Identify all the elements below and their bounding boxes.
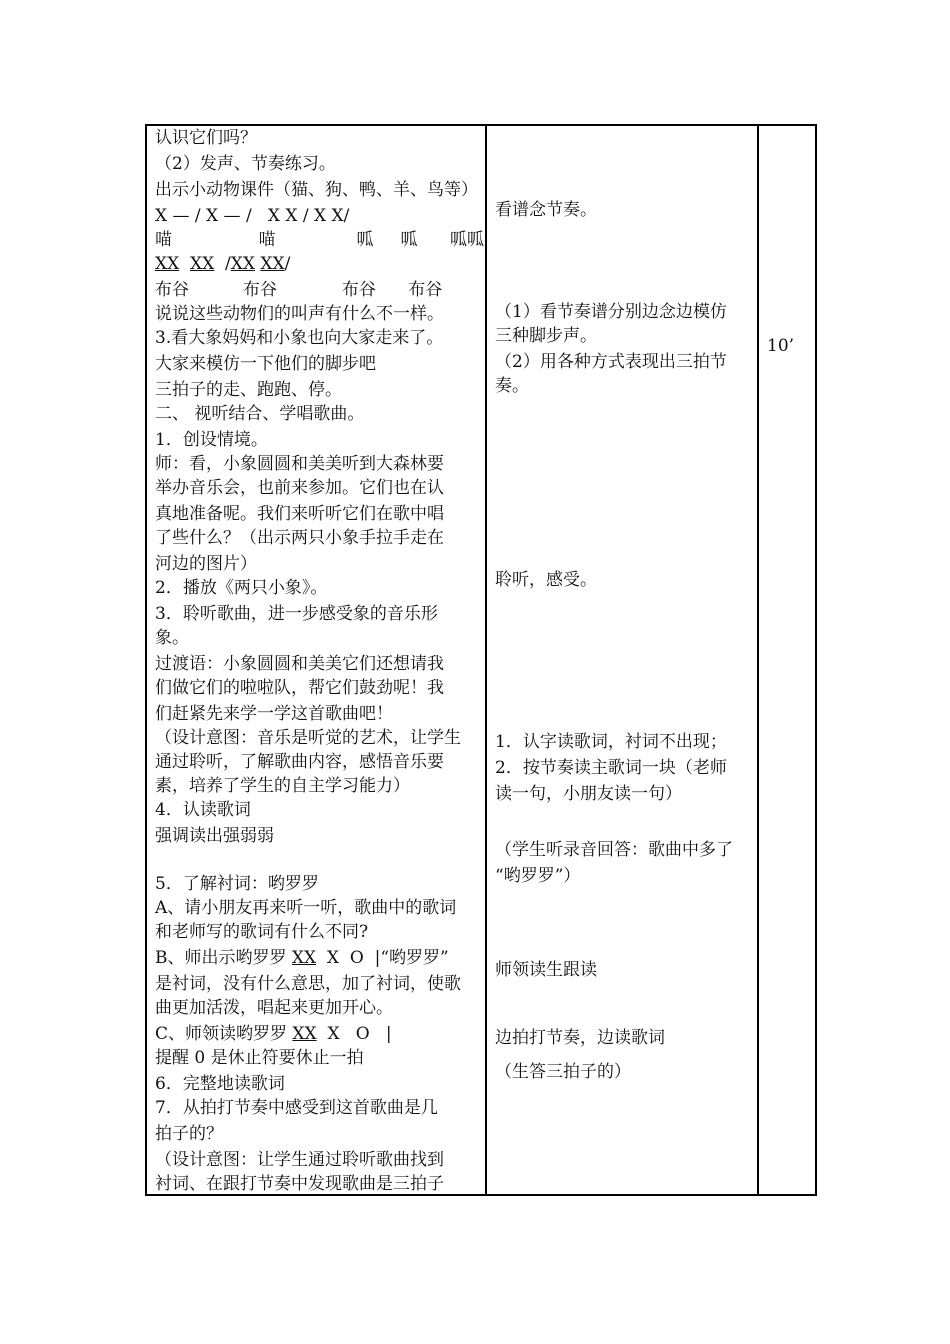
student-text-line: 三种脚步声。 (495, 326, 597, 346)
student-text-line: 师领读生跟读 (495, 960, 597, 980)
text-segment: X O |“哟罗罗” (316, 948, 449, 968)
student-activity-column (495, 126, 753, 1194)
teacher-text-line: 了些什么？（出示两只小象手拉手走在 (155, 528, 444, 548)
teacher-text-line: 6．完整地读歌词 (155, 1074, 285, 1094)
teacher-text-line: 们做它们的啦啦队，帮它们鼓劲呢！我 (155, 678, 444, 698)
teacher-text-line (155, 1022, 392, 1046)
rhythm-underlined: XX (190, 254, 215, 274)
teacher-text-line: 3.看大象妈妈和小象也向大家走来了。 (155, 328, 444, 348)
student-text-line: （1）看节奏谱分别边念边模仿 (495, 302, 727, 322)
column-divider-2 (757, 126, 759, 1194)
teacher-text-line: 素，培养了学生的自主学习能力） (155, 776, 410, 796)
teacher-text-line: 拍子的？ (155, 1124, 223, 1144)
student-text-line: 读一句，小朋友读一句） (495, 784, 682, 804)
rhythm-underlined: XX (155, 254, 180, 274)
student-text-line: 看谱念节奏。 (495, 200, 597, 220)
teacher-text-line: 衬词、在跟打节奏中发现歌曲是三拍子 (155, 1174, 444, 1194)
teacher-text-line: 认识它们吗？ (155, 128, 257, 148)
teacher-text-line: X — / X — / X X / X X/ (155, 206, 350, 226)
student-text-line: “哟罗罗”） (495, 866, 581, 886)
text-segment (179, 254, 190, 274)
teacher-text-line: 5．了解衬词：哟罗罗 (155, 874, 319, 894)
teacher-text-line: 2．播放《两只小象》。 (155, 578, 328, 598)
student-text-line: 奏。 (495, 376, 529, 396)
text-segment: B、师出示哟罗罗 (155, 948, 292, 968)
teacher-text-line: 喵 喵 呱 呱 呱呱 (155, 230, 484, 250)
teacher-text-line: 师：看，小象圆圆和美美听到大森林要 (155, 454, 444, 474)
text-segment: / (214, 254, 231, 274)
student-text-line: （学生听录音回答：歌曲中多了 (495, 840, 733, 860)
teacher-text-line: 和老师写的歌词有什么不同? (155, 922, 369, 942)
student-text-line: 1．认字读歌词，衬词不出现； (495, 732, 727, 752)
time-text: 10’ (767, 336, 795, 356)
student-text-line: 2．按节奏读主歌词一块（老师 (495, 758, 727, 778)
teacher-text-line: 三拍子的走、跑跑、停。 (155, 380, 342, 400)
teacher-text-line: 4．认读歌词 (155, 800, 251, 820)
student-text-line: （2）用各种方式表现出三拍节 (495, 352, 727, 372)
time-column (767, 126, 813, 1194)
rhythm-underlined: XX (230, 254, 256, 274)
teacher-text-line: 举办音乐会，也前来参加。它们也在认 (155, 478, 444, 498)
lesson-plan-table (145, 124, 817, 1196)
teacher-text-line: （设计意图：音乐是听觉的艺术，让学生 (155, 728, 461, 748)
teacher-text-line: 说说这些动物们的叫声有什么不一样。 (155, 304, 444, 324)
rhythm-underlined: XX (292, 1024, 317, 1044)
teacher-text-line: 大家来模仿一下他们的脚步吧 (155, 354, 376, 374)
column-divider-1 (485, 126, 487, 1194)
teacher-text-line: （2）发声、节奏练习。 (155, 154, 336, 174)
teacher-text-line: 布谷 布谷 布谷 布谷 (155, 280, 443, 300)
teacher-text-line: 强调读出强弱弱 (155, 826, 274, 846)
teacher-text-line: 是衬词，没有什么意思，加了衬词，使歌 (155, 974, 461, 994)
teacher-text-line: 曲更加活泼，唱起来更加开心。 (155, 998, 393, 1018)
teacher-activity-column (155, 126, 484, 1194)
teacher-text-line: 出示小动物课件（猫、狗、鸭、羊、鸟等） (155, 180, 478, 200)
teacher-text-line: 二、 视听结合、学唱歌曲。 (155, 404, 365, 424)
teacher-text-line: A、请小朋友再来听一听，歌曲中的歌词 (155, 898, 457, 918)
teacher-text-line: 通过聆听，了解歌曲内容，感悟音乐要 (155, 752, 444, 772)
rhythm-underlined: XX (260, 254, 285, 274)
teacher-text-line: 3．聆听歌曲，进一步感受象的音乐形 (155, 604, 438, 624)
teacher-text-line: 7．从拍打节奏中感受到这首歌曲是几 (155, 1098, 438, 1118)
teacher-text-line: 过渡语：小象圆圆和美美它们还想请我 (155, 654, 444, 674)
teacher-text-line: 1．创设情境。 (155, 430, 268, 450)
student-text-line: 边拍打节奏，边读歌词 (495, 1028, 665, 1048)
teacher-text-line: 真地准备呢。我们来听听它们在歌中唱 (155, 504, 444, 524)
teacher-text-line: 们赶紧先来学一学这首歌曲吧！ (155, 704, 393, 724)
text-segment: X O | (316, 1024, 392, 1044)
student-text-line: 聆听，感受。 (495, 570, 597, 590)
teacher-text-line (155, 252, 290, 276)
teacher-text-line (155, 946, 449, 970)
teacher-text-line: 提醒 0 是休止符要休止一拍 (155, 1048, 364, 1068)
teacher-text-line: 象。 (155, 628, 189, 648)
teacher-text-line: （设计意图：让学生通过聆听歌曲找到 (155, 1150, 444, 1170)
text-segment: / (284, 254, 291, 274)
student-text-line: （生答三拍子的） (495, 1062, 631, 1082)
teacher-text-line: 河边的图片） (155, 554, 257, 574)
rhythm-underlined: XX (291, 948, 317, 968)
text-segment: C、师领读哟罗罗 (155, 1024, 293, 1044)
